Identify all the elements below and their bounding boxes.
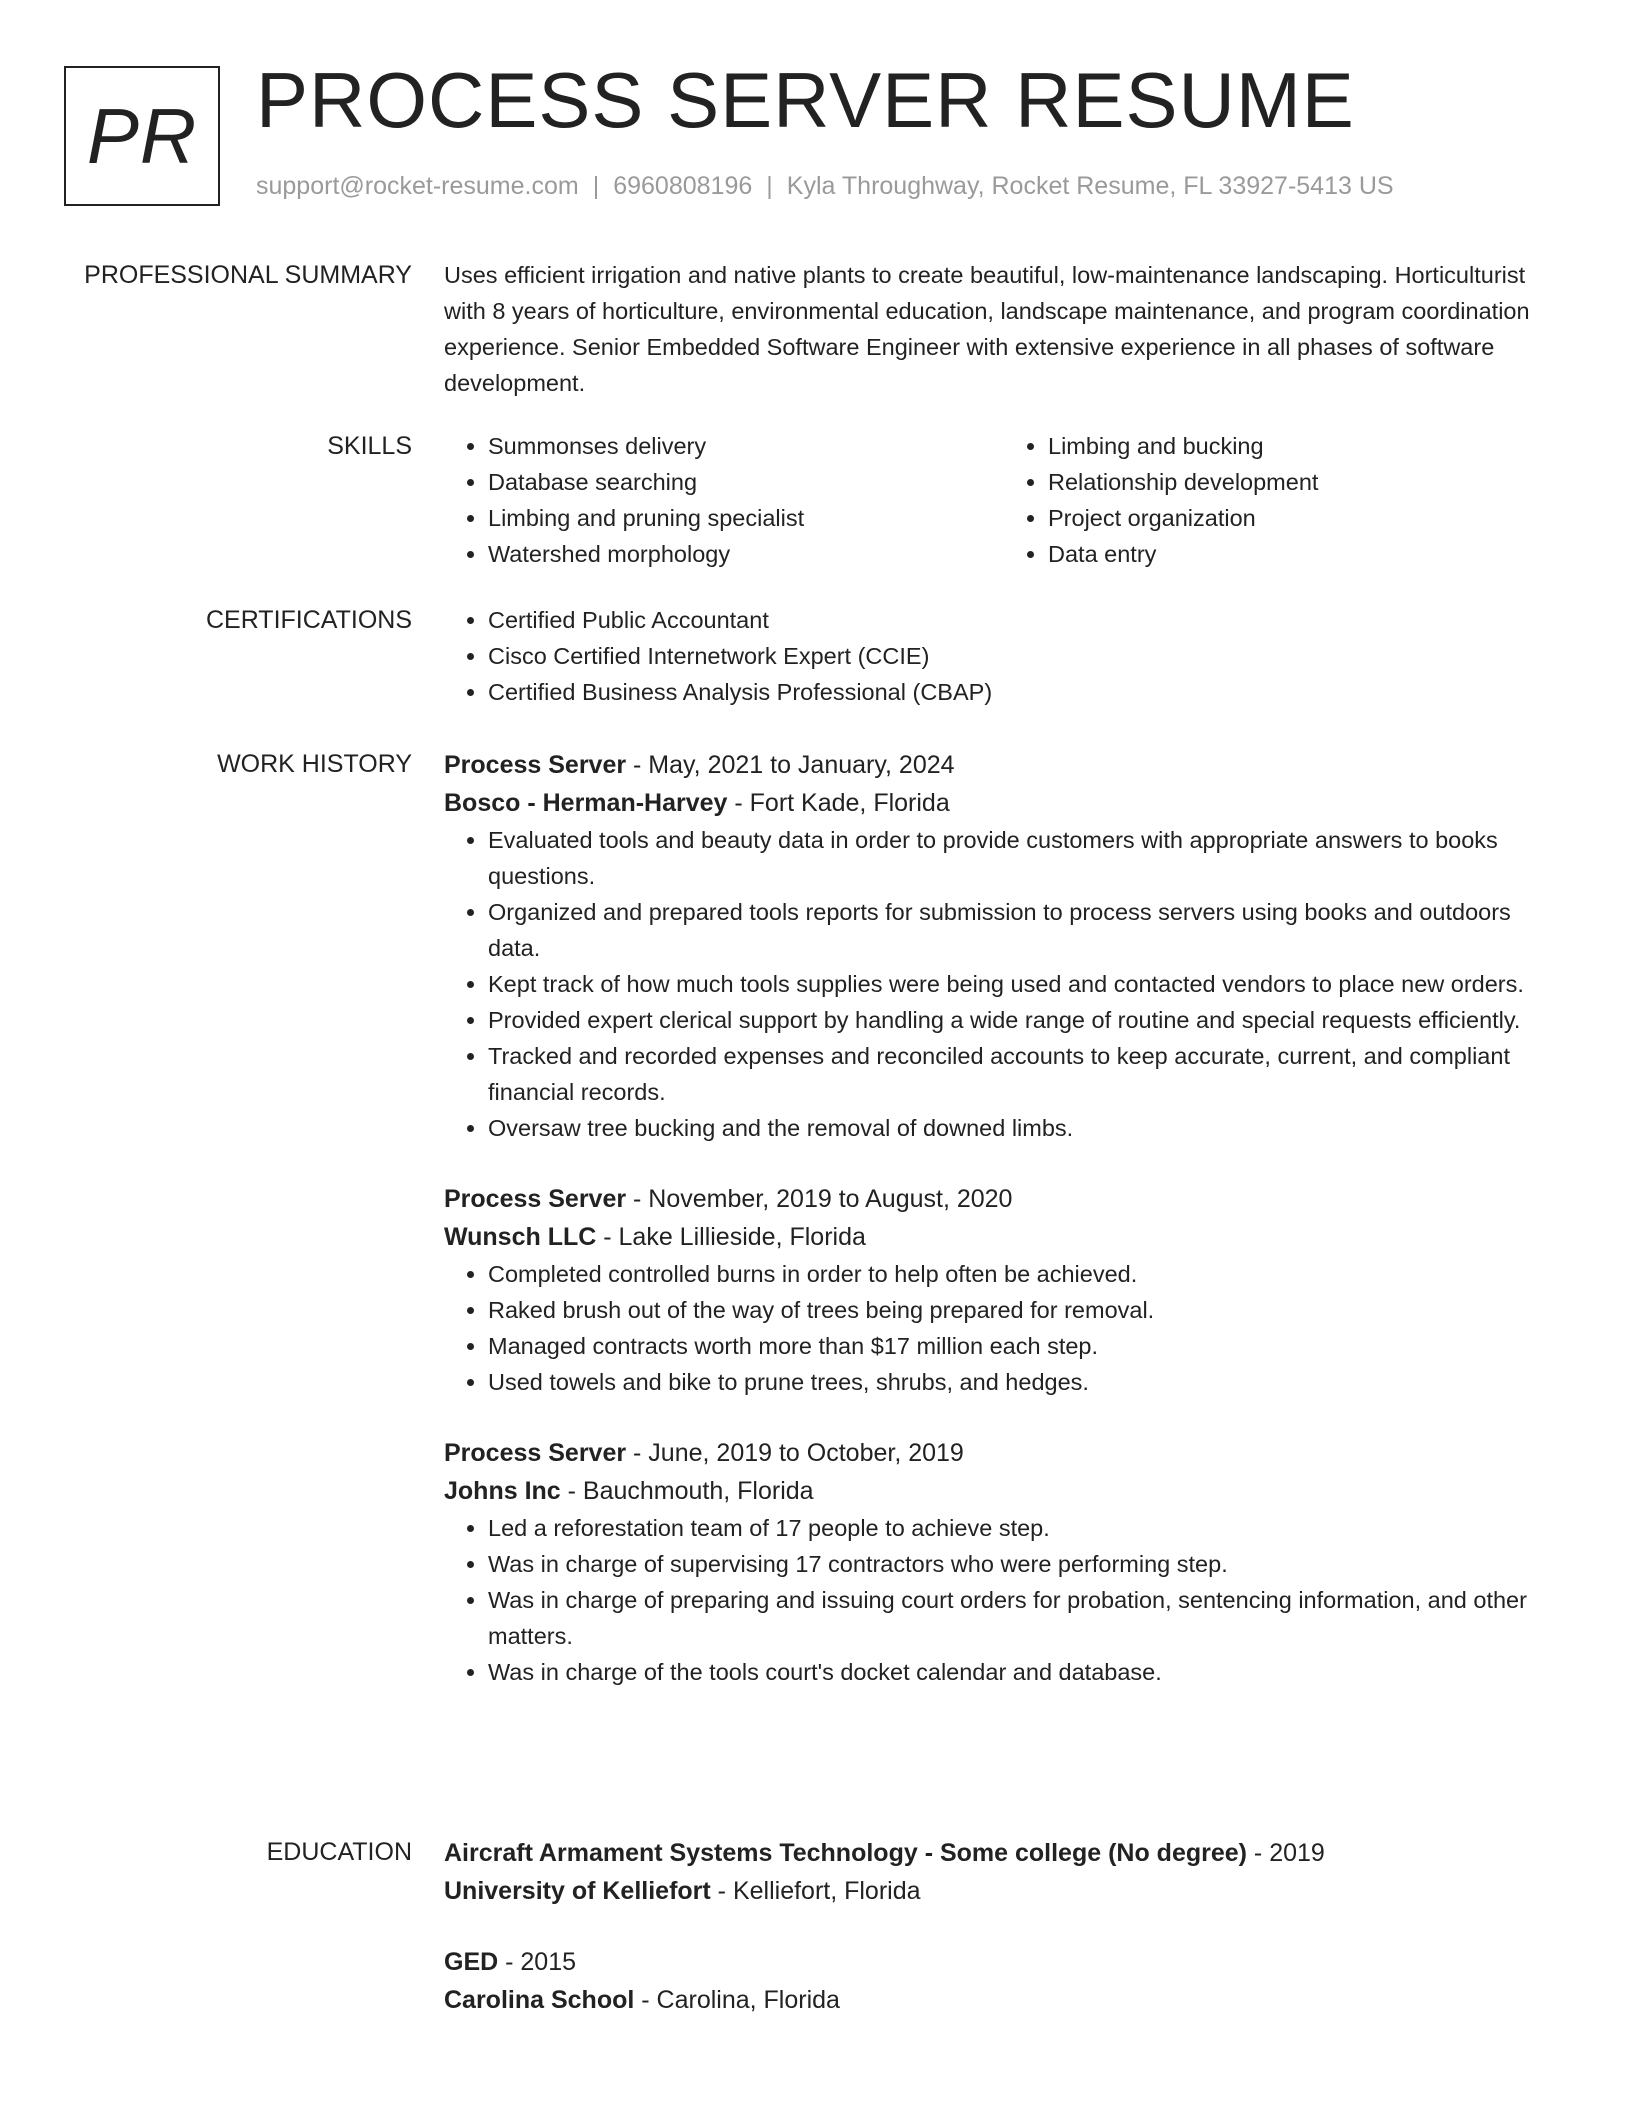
job-bullet: • Was in charge of preparing and issuing court orders for probation, sentencing information, and other matters.: [488, 1582, 1564, 1654]
job-title-line: [444, 1180, 1564, 1218]
job-dates: - November, 2019 to August, 2020: [626, 1185, 1013, 1213]
skill-item: • Database searching: [488, 464, 1004, 500]
job-bullets: [444, 1510, 1564, 1690]
job-dates: - June, 2019 to October, 2019: [626, 1439, 964, 1467]
skills-list-right: [1004, 428, 1564, 572]
education-location: - Kelliefort, Florida: [710, 1877, 921, 1905]
contact-address: Kyla Throughway, Rocket Resume, FL 33927-5413 US: [786, 172, 1394, 200]
monogram-box: [64, 66, 220, 206]
resume-title: PROCESS SERVER RESUME: [256, 56, 1355, 144]
job-bullet: • Completed controlled burns in order to help often be achieved.: [488, 1256, 1564, 1292]
certification-item: • Certified Public Accountant: [488, 602, 1564, 638]
certification-item: • Cisco Certified Internetwork Expert (CCIE): [488, 638, 1564, 674]
education-school: University of Kelliefort: [444, 1877, 711, 1905]
job-bullets: [444, 1256, 1564, 1400]
certification-item: • Certified Business Analysis Professional (CBAP): [488, 674, 1564, 710]
job-company-line: [444, 1472, 1564, 1510]
job-location: - Lake Lillieside, Florida: [596, 1223, 866, 1251]
contact-phone: 6960808196: [613, 172, 753, 200]
job-title: Process Server: [444, 751, 627, 779]
job-bullet: • Managed contracts worth more than $17 million each step.: [488, 1328, 1564, 1364]
education-entry: [444, 1834, 1564, 1910]
contact-line: [256, 172, 1394, 201]
job-bullet: • Led a reforestation team of 17 people to achieve step.: [488, 1510, 1564, 1546]
job-bullet: • Kept track of how much tools supplies were being used and contacted vendors to place new orders.: [488, 966, 1564, 1002]
job-bullet: • Evaluated tools and beauty data in order to provide customers with appropriate answers to books questions.: [488, 822, 1564, 894]
job-company: Bosco - Herman-Harvey: [444, 789, 728, 817]
skills-list-left: [444, 428, 1004, 572]
skill-item: • Limbing and bucking: [1048, 428, 1564, 464]
education-entry: [444, 1943, 1564, 2019]
job-entry: [444, 1180, 1564, 1400]
skill-item: • Watershed morphology: [488, 536, 1004, 572]
job-location: - Bauchmouth, Florida: [560, 1477, 814, 1505]
certifications-list: [444, 602, 1564, 710]
education-location: - Carolina, Florida: [634, 1986, 840, 2014]
job-bullet: • Provided expert clerical support by handling a wide range of routine and special requests efficiently.: [488, 1002, 1564, 1038]
job-title: Process Server: [444, 1439, 627, 1467]
education-school-line: [444, 1981, 1564, 2019]
education-degree-line: [444, 1834, 1564, 1872]
education-school-line: [444, 1872, 1564, 1910]
job-company-line: [444, 1218, 1564, 1256]
job-bullet: • Was in charge of the tools court's docket calendar and database.: [488, 1654, 1564, 1690]
job-bullet: • Was in charge of supervising 17 contractors who were performing step.: [488, 1546, 1564, 1582]
contact-separator: |: [766, 172, 773, 200]
job-bullets: [444, 822, 1564, 1146]
section-label-work: WORK HISTORY: [217, 750, 412, 778]
skill-item: • Data entry: [1048, 536, 1564, 572]
education-school: Carolina School: [444, 1986, 635, 2014]
job-title: Process Server: [444, 1185, 627, 1213]
section-label-education: EDUCATION: [266, 1838, 412, 1866]
job-dates: - May, 2021 to January, 2024: [626, 751, 955, 779]
skill-item: • Project organization: [1048, 500, 1564, 536]
skill-item: • Limbing and pruning specialist: [488, 500, 1004, 536]
job-location: - Fort Kade, Florida: [727, 789, 950, 817]
contact-email: support@rocket-resume.com: [256, 172, 579, 200]
job-bullet: • Organized and prepared tools reports for submission to process servers using books and outdoors data.: [488, 894, 1564, 966]
job-bullet: • Raked brush out of the way of trees being prepared for removal.: [488, 1292, 1564, 1328]
job-bullet: • Used towels and bike to prune trees, shrubs, and hedges.: [488, 1364, 1564, 1400]
job-company: Wunsch LLC: [444, 1223, 597, 1251]
job-company-line: [444, 784, 1564, 822]
section-label-certifications: CERTIFICATIONS: [205, 606, 412, 634]
job-bullet: • Tracked and recorded expenses and reconciled accounts to keep accurate, current, and compliant financial records.: [488, 1038, 1564, 1110]
education-degree-line: [444, 1943, 1564, 1981]
contact-separator: |: [592, 172, 600, 200]
job-bullet: • Oversaw tree bucking and the removal of downed limbs.: [488, 1110, 1564, 1146]
job-entry: [444, 746, 1564, 1146]
education-year: - 2015: [498, 1948, 577, 1976]
education-year: - 2019: [1246, 1839, 1325, 1867]
job-entry: [444, 1434, 1564, 1690]
job-title-line: [444, 746, 1564, 784]
skill-item: • Relationship development: [1048, 464, 1564, 500]
education-degree: Aircraft Armament Systems Technology - Some college (No degree): [444, 1839, 1247, 1867]
skill-item: • Summonses delivery: [488, 428, 1004, 464]
job-company: Johns Inc: [444, 1477, 561, 1505]
monogram-initials: PR: [86, 91, 198, 180]
section-label-skills: SKILLS: [327, 432, 412, 460]
summary-text: Uses efficient irrigation and native plants to create beautiful, low-maintenance landscaping. Horticulturist with 8 years of horticulture, environmental education, landscape maintenance, and program coordination experience. Senior Embedded Software Engineer with extensive experience in all phases of software development.: [444, 262, 1530, 396]
education-degree: GED: [444, 1948, 499, 1976]
section-label-summary: PROFESSIONAL SUMMARY: [84, 261, 412, 289]
job-title-line: [444, 1434, 1564, 1472]
